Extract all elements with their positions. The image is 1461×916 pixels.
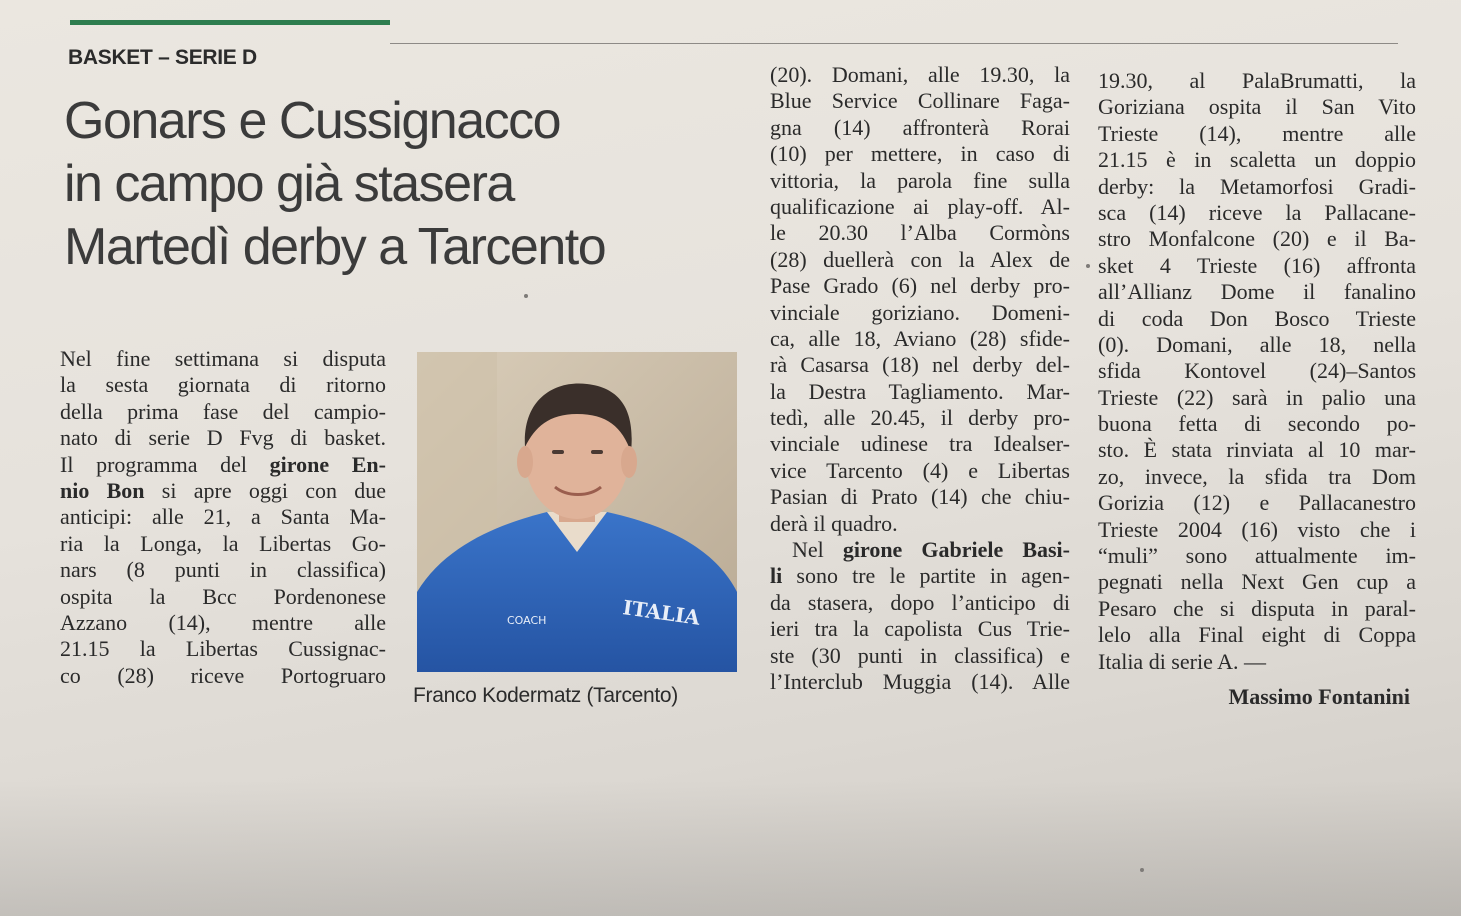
headline <box>64 90 754 279</box>
text-line: sfida Kontovel (24)–Santos <box>1098 358 1416 384</box>
text-line: (28) duellerà con la Alex de <box>770 246 1070 272</box>
article-column-3 <box>1098 68 1416 675</box>
text-line: rà Casarsa (18) nel derby del- <box>770 352 1070 378</box>
text-line: sket 4 Trieste (16) affronta <box>1098 252 1416 278</box>
text-line: Trieste (14), mentre alle <box>1098 120 1416 146</box>
text-line: 19.30, al PalaBrumatti, la <box>1098 68 1416 93</box>
text-line: “muli” sono attualmente im- <box>1098 543 1416 569</box>
text-line: pegnati nella Next Gen cup a <box>1098 569 1416 595</box>
shirt-italia-text: ITALIA <box>621 595 702 630</box>
section-label: BASKET – SERIE D <box>68 46 257 69</box>
text-line: stro Monfalcone (20) e il Ba- <box>1098 226 1416 252</box>
text-line: (0). Domani, alle 18, nella <box>1098 331 1416 357</box>
text-line <box>770 537 1070 563</box>
text-line: zo, invece, la sfida tra Dom <box>1098 463 1416 489</box>
text-line: la Destra Tagliamento. Mar- <box>770 378 1070 404</box>
text-line: della prima fase del campio- <box>60 398 386 424</box>
text-line: qualificazione ai play-off. Al- <box>770 193 1070 219</box>
text-line: (10) per mettere, in caso di <box>770 141 1070 167</box>
text-line: vinciale goriziano. Domeni- <box>770 299 1070 325</box>
bold-text: girone En- <box>269 451 386 477</box>
headline-line: Gonars e Cussignacco <box>64 92 561 150</box>
text-run: sono tre le partite in agen- <box>782 563 1070 589</box>
text-line: Pase Grado (6) nel derby pro- <box>770 273 1070 299</box>
text-line: (20). Domani, alle 19.30, la <box>770 62 1070 87</box>
text-run: Il programma del <box>60 451 270 477</box>
photo-caption: Franco Kodermatz (Tarcento) <box>413 684 679 707</box>
portrait-photo <box>417 352 737 672</box>
paper-speck <box>1140 868 1144 872</box>
text-line <box>60 478 386 504</box>
text-line: derà il quadro. <box>770 510 898 536</box>
paper-speck <box>524 294 528 298</box>
text-line: ca, alle 18, Aviano (28) sfide- <box>770 325 1070 351</box>
text-line: vice Tarcento (4) e Libertas <box>770 457 1070 483</box>
bold-text: li <box>770 563 783 589</box>
text-line <box>60 452 386 478</box>
text-line: ria la Longa, la Libertas Go- <box>60 530 386 556</box>
text-run: Nel <box>792 537 843 563</box>
text-line: l’Interclub Muggia (14). Alle <box>770 668 1070 694</box>
text-line: vittoria, la parola fine sulla <box>770 167 1070 193</box>
page-shadow <box>0 780 1461 916</box>
headline-line: Martedì derby a Tarcento <box>64 218 606 276</box>
text-line: ospita la Bcc Pordenonese <box>60 583 386 609</box>
text-line <box>770 563 1070 589</box>
text-line: gna (14) affronterà Rorai <box>770 114 1070 140</box>
text-line: nato di serie D Fvg di basket. <box>60 425 386 451</box>
text-line: derby: la Metamorfosi Gradi- <box>1098 173 1416 199</box>
text-line: Pasian di Prato (14) che chiu- <box>770 484 1070 510</box>
text-line: lelo alla Final eight di Coppa <box>1098 622 1416 648</box>
text-line: 21.15 la Libertas Cussignac- <box>60 636 386 662</box>
bold-text: nio Bon <box>60 477 145 503</box>
text-line: all’Allianz Dome il fanalino <box>1098 279 1416 305</box>
bold-text: girone Gabriele Basi- <box>842 537 1070 563</box>
text-run: si apre oggi con due <box>144 477 387 503</box>
article-column-1 <box>60 346 386 689</box>
shirt-coach-text: COACH <box>507 614 547 627</box>
section-accent-rule <box>70 20 390 25</box>
text-line: Trieste (22) sarà in palio una <box>1098 384 1416 410</box>
paper-speck <box>1086 264 1090 268</box>
text-line: da stasera, dopo l’anticipo di <box>770 589 1070 615</box>
section-divider <box>390 43 1398 44</box>
text-line: Trieste 2004 (16) visto che i <box>1098 516 1416 542</box>
text-line: sca (14) riceve la Pallacane- <box>1098 199 1416 225</box>
article-column-2 <box>770 62 1070 695</box>
text-line: le 20.30 l’Alba Cormòns <box>770 220 1070 246</box>
text-line: nars (8 punti in classifica) <box>60 557 386 583</box>
text-line: co (28) riceve Portogruaro <box>60 662 386 688</box>
text-line: ieri tra la capolista Cus Trie- <box>770 616 1070 642</box>
text-line: buona fetta di secondo po- <box>1098 411 1416 437</box>
text-line: Nel fine settimana si disputa <box>60 346 386 371</box>
portrait-illustration <box>417 352 737 672</box>
headline-line: in campo già stasera <box>64 155 514 213</box>
text-line: sto. È stata rinviata al 10 mar- <box>1098 437 1416 463</box>
text-line: Blue Service Collinare Faga- <box>770 88 1070 114</box>
text-line: la sesta giornata di ritorno <box>60 372 386 398</box>
text-line: Pesaro che si disputa in paral- <box>1098 595 1416 621</box>
text-line: Azzano (14), mentre alle <box>60 609 386 635</box>
text-line: ste (30 punti in classifica) e <box>770 642 1070 668</box>
text-line: Italia di serie A. — <box>1098 648 1267 674</box>
text-line: anticipi: alle 21, a Santa Ma- <box>60 504 386 530</box>
text-line: di coda Don Bosco Trieste <box>1098 305 1416 331</box>
text-line: tedì, alle 20.45, il derby pro- <box>770 405 1070 431</box>
text-line: vinciale udinese tra Idealser- <box>770 431 1070 457</box>
text-line: Gorizia (12) e Pallacanestro <box>1098 490 1416 516</box>
text-line: Goriziana ospita il San Vito <box>1098 94 1416 120</box>
text-line: 21.15 è in scaletta un doppio <box>1098 147 1416 173</box>
author-byline: Massimo Fontanini <box>1228 684 1410 709</box>
